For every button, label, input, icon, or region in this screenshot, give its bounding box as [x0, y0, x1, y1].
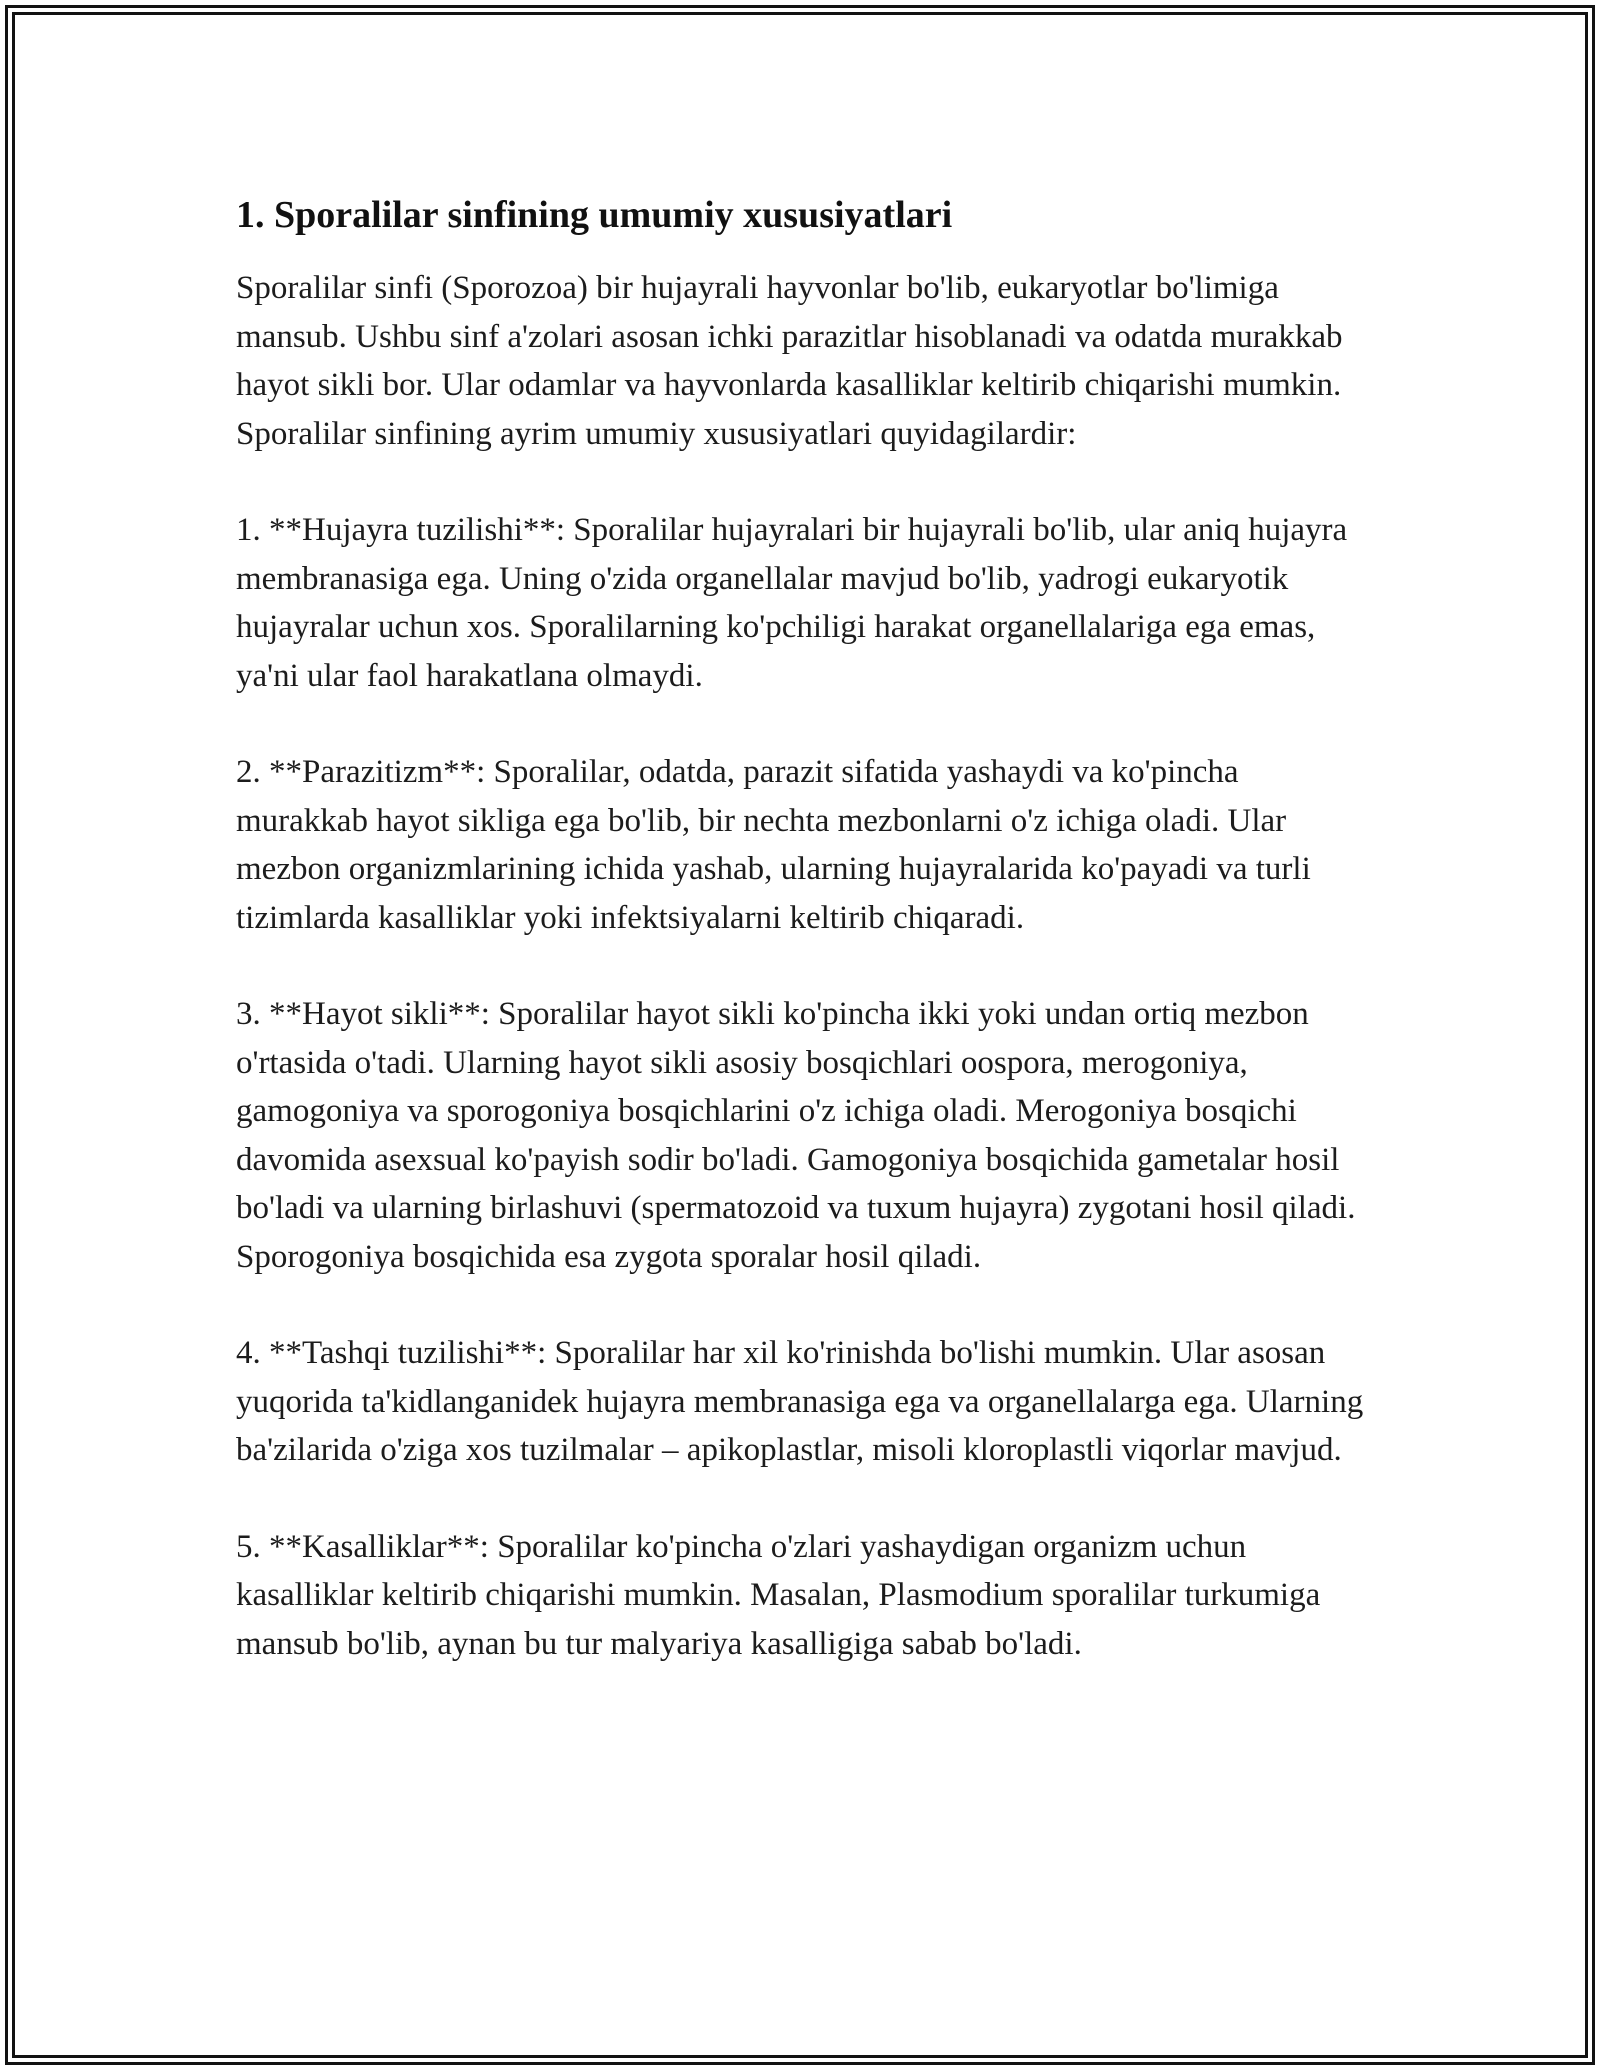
section-title: 1. Sporalilar sinfining umumiy xususiyatlari [236, 194, 953, 236]
intro-paragraph: Sporalilar sinfi (Sporozoa) bir hujayrali hayvonlar bo'lib, eukaryotlar bo'limiga mansub. Ushbu sinf a'zolari asosan ichki parazitlar hisoblanadi va odatda murakkab hayot sikli bor. Ular odamlar va hayvonlarda kasalliklar keltirib chiqarishi mumkin. Sporalilar sinfining ayrim umumiy xususiyatlari quyidagilardir: [236, 270, 1343, 452]
list-item-external-structure: 4. **Tashqi tuzilishi**: Sporalilar har xil ko'rinishda bo'lishi mumkin. Ular asosan yuqorida ta'kidlanganidek hujayra membranasiga ega va organellalarga ega. Ularning ba'zilarida o'ziga xos tuzilmalar – apikoplastlar, misoli kloroplastli viqorlar mavjud. [236, 1335, 1364, 1468]
list-item-diseases: 5. **Kasalliklar**: Sporalilar ko'pincha o'zlari yashaydigan organizm uchun kasalliklar keltirib chiqarishi mumkin. Masalan, Plasmodium sporalilar turkumiga mansub bo'lib, aynan bu tur malyariya kasalligiga sabab bo'ladi. [236, 1528, 1321, 1662]
list-item-cell-structure: 1. **Hujayra tuzilishi**: Sporalilar hujayralari bir hujayrali bo'lib, ular aniq hujayra membranasiga ega. Uning o'zida organellalar mavjud bo'lib, yadrogi eukaryotik hujayralar uchun xos. Sporalilarning ko'pchiligi harakat organellalariga ega emas, ya'ni ular faol harakatlana olmaydi. [236, 512, 1348, 694]
list-item-life-cycle: 3. **Hayot sikli**: Sporalilar hayot sikli ko'pincha ikki yoki undan ortiq mezbon o'rtasida o'tadi. Ularning hayot sikli asosiy bosqichlari oospora, merogoniya, gamogoniya va sporogoniya bosqichlarini o'z ichiga oladi. Merogoniya bosqichi davomida asexsual ko'payish sodir bo'ladi. Gamogoniya bosqichida gametalar hosil bo'ladi va ularning birlashuvi (spermatozoid va tuxum hujayra) zygotani hosil qiladi. Sporogoniya bosqichida esa zygota sporalar hosil qiladi. [236, 996, 1356, 1275]
document-body [236, 188, 1366, 1668]
list-item-parasitism: 2. **Parazitizm**: Sporalilar, odatda, parazit sifatida yashaydi va ko'pincha murakkab hayot sikliga ega bo'lib, bir nechta mezbonlarni o'z ichiga oladi. Ular mezbon organizmlarining ichida yashab, ularning hujayralarida ko'payadi va turli tizimlarda kasalliklar yoki infektsiyalarni keltirib chiqaradi. [236, 754, 1311, 936]
